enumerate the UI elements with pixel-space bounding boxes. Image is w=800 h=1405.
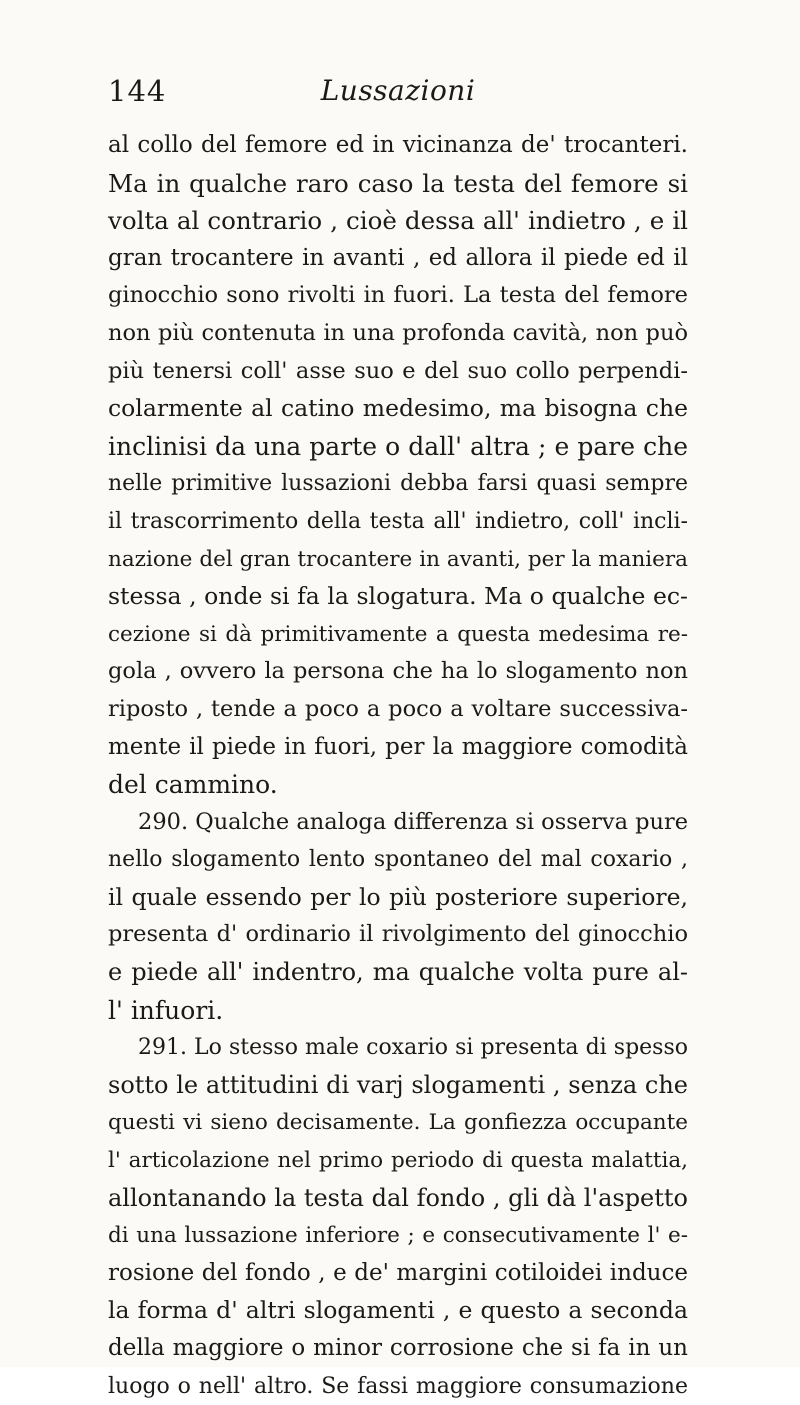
text-line: e piede all' indentro, ma qualche volta pure al- [108, 958, 688, 987]
text-line: della maggiore o minor corrosione che si fa in un [108, 1335, 688, 1361]
text-line: nello slogamento lento spontaneo del mal coxario , [108, 847, 688, 873]
text-line: presenta d' ordinario il rivolgimento del ginocchio [108, 921, 688, 948]
text-line: nazione del gran trocantere in avanti, per la maniera [108, 546, 688, 572]
text-line: luogo o nell' altro. Se fassi maggiore consumazione [108, 1373, 688, 1399]
text-line: nelle primitive lussazioni debba farsi quasi sempre [108, 471, 688, 497]
text-line: più tenersi coll' asse suo e del suo collo perpendi- [108, 357, 688, 384]
text-line: volta al contrario , cioè dessa all' indietro , e il [108, 206, 688, 236]
paragraph-end-line: l' infuori. [108, 995, 224, 1025]
running-head [108, 74, 688, 114]
text-line: cezione si dà primitivamente a questa medesima re- [108, 621, 688, 647]
text-line: di una lussazione inferiore ; e consecutivamente l' e- [108, 1223, 688, 1249]
text-line: inclinisi da una parte o dall' altra ; e pare che [108, 431, 688, 461]
text-line: ginocchio sono rivolti in fuori. La testa del femore [108, 282, 688, 309]
text-line: colarmente al catino medesimo, ma bisogna che [108, 394, 688, 423]
text-line: questi vi sieno decisamente. La gonfiezza occupante [108, 1110, 688, 1136]
text-line: gola , ovvero la persona che ha lo slogamento non [108, 658, 688, 685]
text-line: gran trocantere in avanti , ed allora il piede ed il [108, 244, 688, 271]
section-290-start: 290. Qualche analoga differenza si osserva pure [138, 808, 689, 835]
text-line: il quale essendo per lo più posteriore superiore, [108, 882, 688, 911]
text-line: non più contenuta in una profonda cavità, non può [108, 319, 688, 346]
text-line: al collo del femore ed in vicinanza de' trocanteri. [108, 132, 688, 158]
body-text [108, 127, 688, 1405]
text-line: sotto le attitudini di varj slogamenti , senza che [108, 1070, 688, 1099]
section-291-start: 291. Lo stesso male coxario si presenta di spesso [138, 1035, 688, 1061]
text-line: riposto , tende a poco a poco a voltare successiva- [108, 695, 688, 722]
text-line: il trascorrimento della testa all' indietro, coll' incli- [108, 508, 688, 534]
text-line: stessa , onde si fa la slogatura. Ma o qualche ec- [108, 582, 688, 611]
paragraph-end-line: del cammino. [108, 770, 278, 800]
text-line: allontanando la testa dal fondo , gli dà l'aspetto [108, 1183, 688, 1212]
text-line: rosione del fondo , e de' margini cotiloidei induce [108, 1259, 688, 1286]
running-title: Lussazioni [320, 74, 476, 107]
text-line: l' articolazione nel primo periodo di questa malattia, [108, 1148, 688, 1174]
text-line: mente il piede in fuori, per la maggiore comodità [108, 733, 688, 760]
text-line: la forma d' altri slogamenti , e questo a seconda [108, 1296, 688, 1325]
text-line: Ma in qualche raro caso la testa del femore si [108, 168, 688, 198]
page-number: 144 [108, 74, 167, 108]
